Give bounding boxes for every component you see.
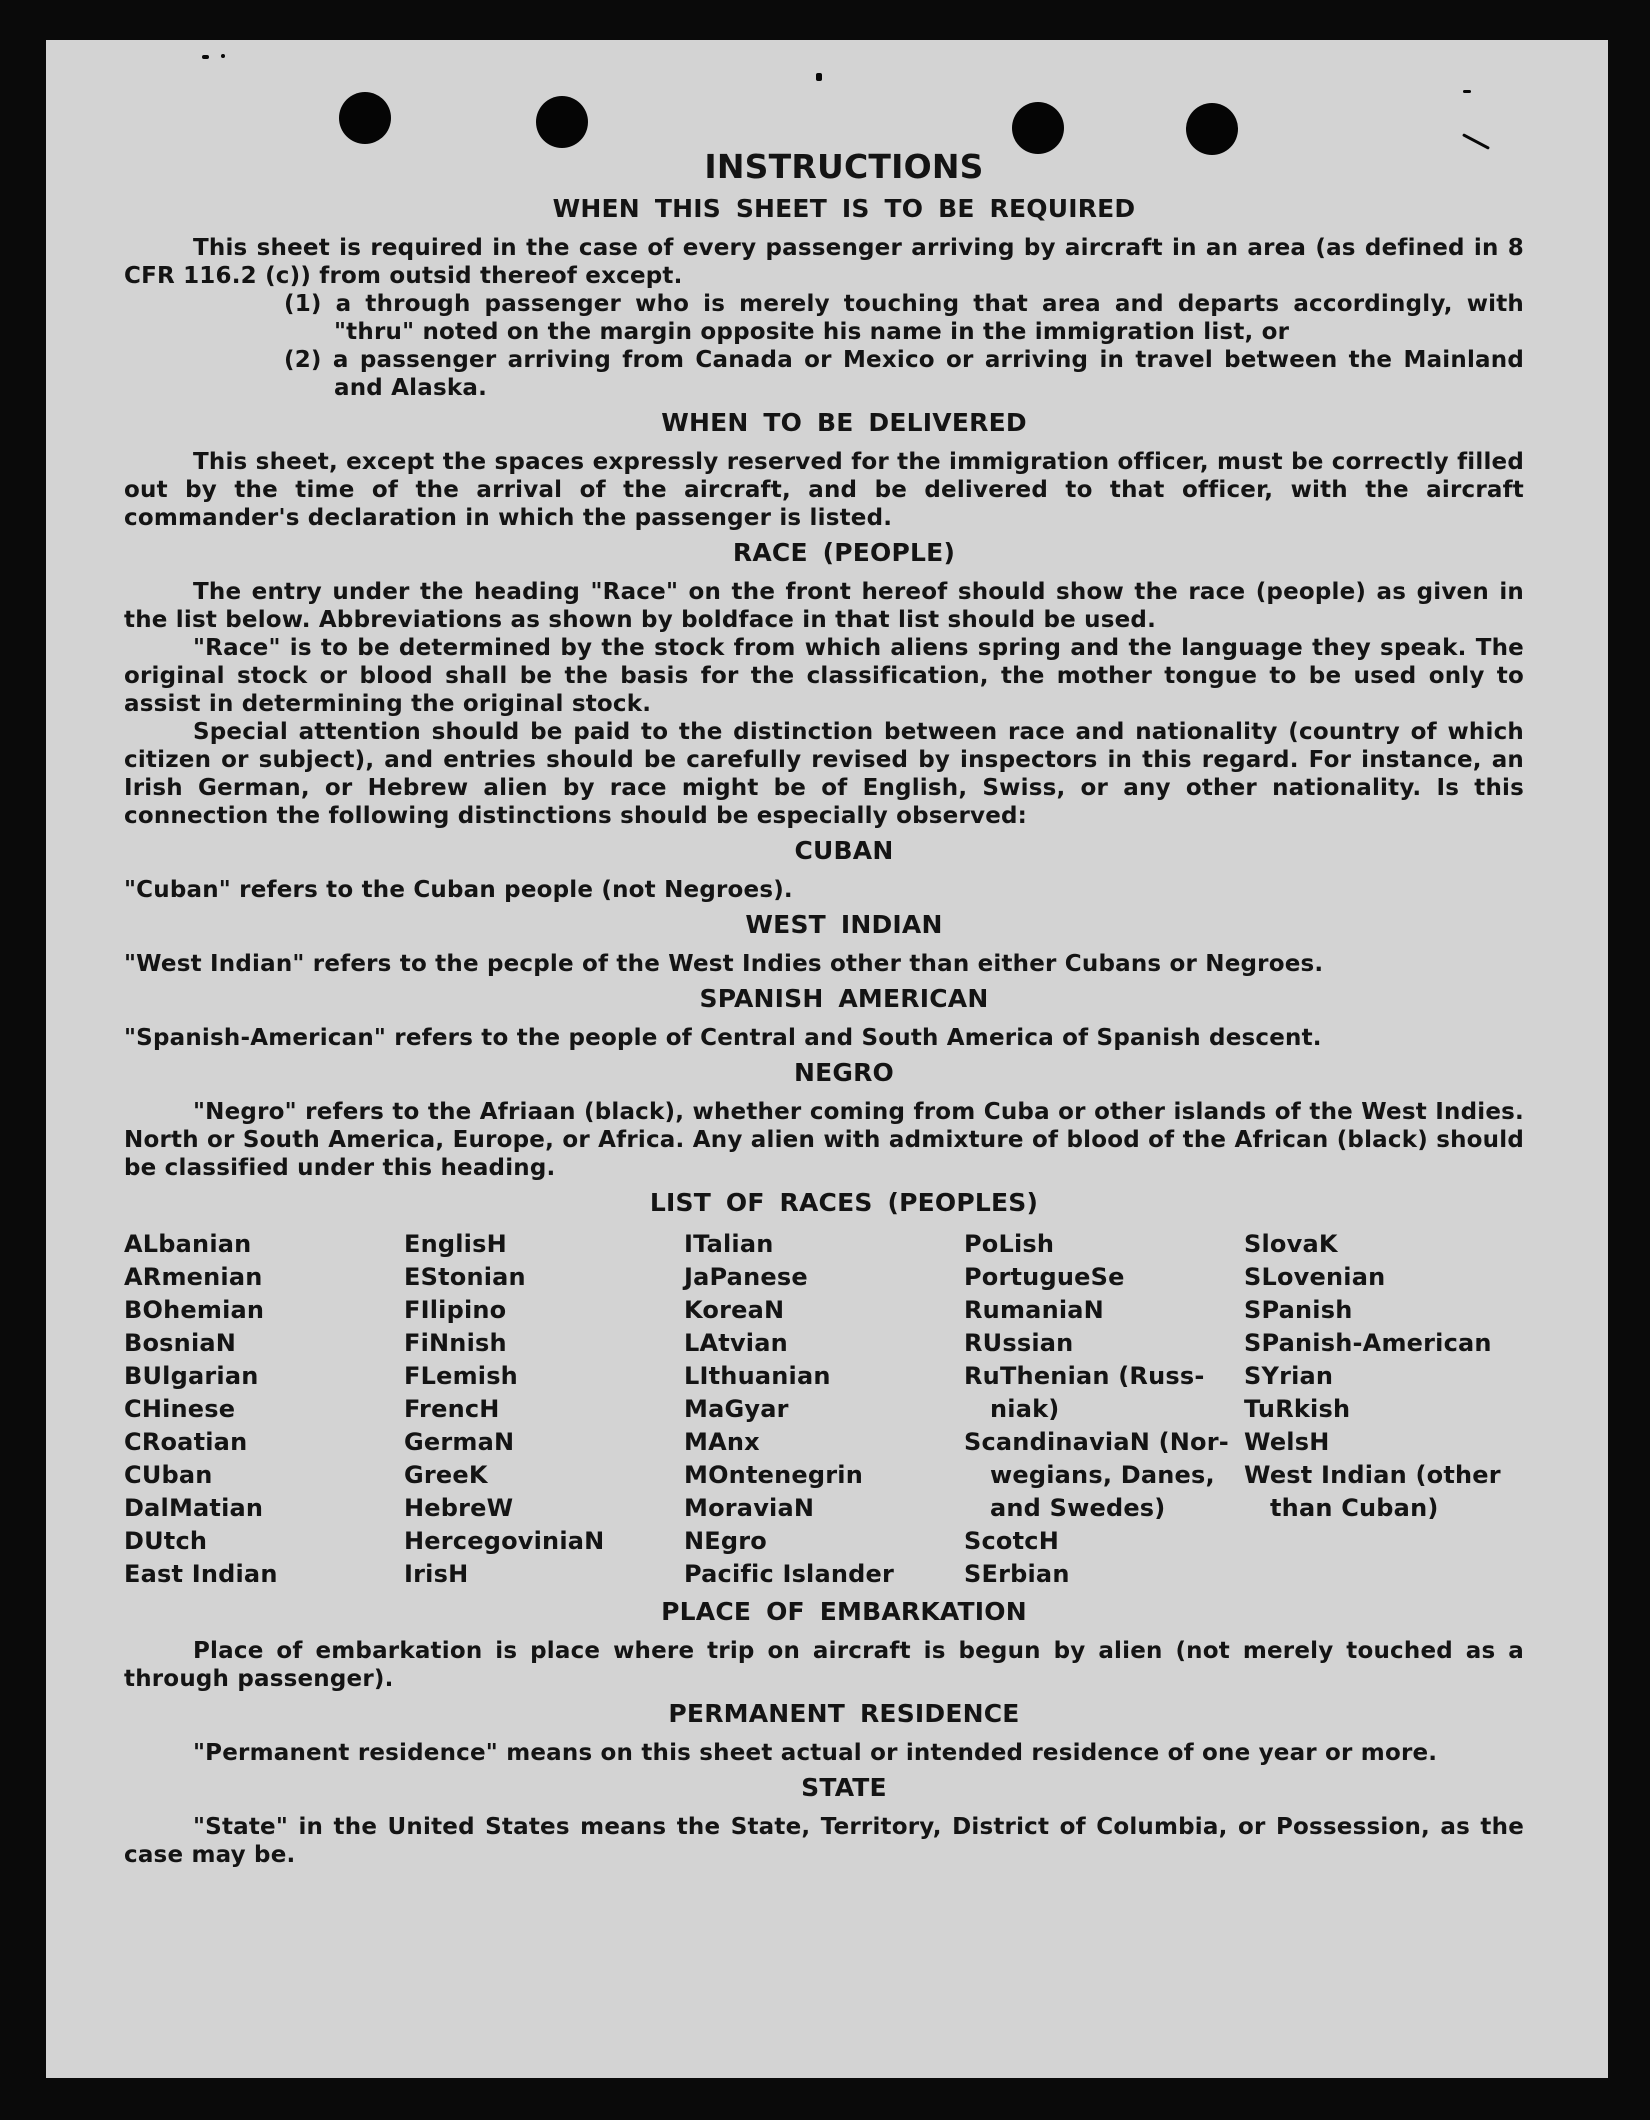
- heading-embarkation: PLACE OF EMBARKATION: [661, 1597, 1027, 1626]
- paragraph-embarkation: Place of embarkation is place where trip on aircraft is begun by alien (not merely touched as a through passenger).: [124, 1638, 1524, 1692]
- race-entry: EStonian: [404, 1263, 526, 1291]
- races-column: [404, 1228, 684, 1591]
- document-sheet: [46, 40, 1608, 2078]
- race-entry: DalMatian: [124, 1494, 264, 1522]
- race-entry: HebreW: [404, 1494, 514, 1522]
- paragraph-race-3: Special attention should be paid to the distinction between race and nationality (country of which citizen or subject), and entries should be carefully revised by inspectors in this regard. For instance, an Irish German, or Hebrew alien by race might be of English, Swiss, or any other nationality. Is this connection the following distinctions should be especially observed:: [124, 719, 1524, 829]
- paragraph-delivered: This sheet, except the spaces expressly reserved for the immigration officer, must be correctly filled out by the time of the arrival of the aircraft, and be delivered to that officer, with the aircraft commander's declaration in which the passenger is listed.: [124, 449, 1524, 531]
- exception-item-1: (1) a through passenger who is merely touching that area and departs accordingly, with "thru" noted on the margin opposite his name in the immigration list, or: [284, 291, 1524, 345]
- race-entry: IrisH: [404, 1560, 469, 1588]
- races-column: [1244, 1228, 1524, 1591]
- scan-mark: [221, 54, 225, 58]
- heading-cuban: CUBAN: [794, 836, 894, 865]
- race-entry: ScotcH: [964, 1527, 1059, 1555]
- paragraph-race-2: "Race" is to be determined by the stock from which aliens spring and the language they speak. The original stock or blood shall be the basis for the classification, the mother tongue to be used only to assist in determining the original stock.: [124, 635, 1524, 717]
- race-entry: SPanish-American: [1244, 1329, 1492, 1357]
- race-entry: MoraviaN: [684, 1494, 815, 1522]
- paragraph-cuban: "Cuban" refers to the Cuban people (not Negroes).: [124, 877, 793, 903]
- race-entry: PortugueSe: [964, 1263, 1125, 1291]
- race-entry: FiNnish: [404, 1329, 507, 1357]
- race-entry: West Indian (other: [1244, 1461, 1501, 1489]
- paragraph-state: "State" in the United States means the State, Territory, District of Columbia, or Possession, as the case may be.: [124, 1814, 1524, 1868]
- punch-hole: [339, 92, 391, 144]
- heading-state: STATE: [801, 1773, 887, 1802]
- race-entry: MOntenegrin: [684, 1461, 864, 1489]
- race-entry: RUssian: [964, 1329, 1074, 1357]
- heading-race: RACE (PEOPLE): [732, 538, 956, 567]
- race-entry: ARmenian: [124, 1263, 263, 1291]
- paragraph-required: This sheet is required in the case of every passenger arriving by aircraft in an area (as defined in 8 CFR 116.2 (c)) from outsid thereof except.: [124, 235, 1524, 289]
- paragraph-spanish-american: "Spanish-American" refers to the people of Central and South America of Spanish descent.: [124, 1025, 1322, 1051]
- race-entry: than Cuban): [1270, 1494, 1439, 1522]
- race-entry: SlovaK: [1244, 1230, 1338, 1258]
- heading-when-delivered: WHEN TO BE DELIVERED: [661, 408, 1027, 437]
- race-entry: ALbanian: [124, 1230, 252, 1258]
- race-entry: GreeK: [404, 1461, 488, 1489]
- race-entry: BosniaN: [124, 1329, 237, 1357]
- race-entry: Pacific Islander: [684, 1560, 895, 1588]
- heading-list-of-races: LIST OF RACES (PEOPLES): [649, 1188, 1039, 1217]
- race-entry: SLovenian: [1244, 1263, 1386, 1291]
- heading-west-indian: WEST INDIAN: [745, 910, 943, 939]
- exception-item-2: (2) a passenger arriving from Canada or Mexico or arriving in travel between the Mainland and Alaska.: [284, 347, 1524, 401]
- race-entry: CRoatian: [124, 1428, 248, 1456]
- race-entry: BOhemian: [124, 1296, 265, 1324]
- page-title: INSTRUCTIONS: [704, 147, 984, 186]
- race-entry: LAtvian: [684, 1329, 788, 1357]
- race-entry: FrencH: [404, 1395, 500, 1423]
- races-column: [964, 1228, 1244, 1591]
- paragraph-negro: "Negro" refers to the Afriaan (black), whether coming from Cuba or other islands of the West Indies. North or South America, Europe, or Africa. Any alien with admixture of blood of the African (black) should be classified under this heading.: [124, 1099, 1524, 1181]
- race-entry: ScandinaviaN (Nor-: [964, 1428, 1229, 1456]
- paragraph-permanent-residence: "Permanent residence" means on this sheet actual or intended residence of one year or more.: [193, 1740, 1438, 1766]
- race-entry: LIthuanian: [684, 1362, 831, 1390]
- race-entry: SErbian: [964, 1560, 1070, 1588]
- race-entry: MaGyar: [684, 1395, 789, 1423]
- paragraph-west-indian: "West Indian" refers to the pecple of the West Indies other than either Cubans or Negroes.: [124, 951, 1324, 977]
- races-column: [684, 1228, 964, 1591]
- race-entry: EnglisH: [404, 1230, 507, 1258]
- race-entry: FIlipino: [404, 1296, 507, 1324]
- heading-spanish-american: SPANISH AMERICAN: [699, 984, 989, 1013]
- race-entry: wegians, Danes,: [990, 1461, 1215, 1489]
- races-column: [124, 1228, 404, 1591]
- race-entry: TuRkish: [1244, 1395, 1351, 1423]
- race-entry: FLemish: [404, 1362, 518, 1390]
- races-list: [124, 1228, 1524, 1591]
- heading-permanent-residence: PERMANENT RESIDENCE: [668, 1699, 1020, 1728]
- race-entry: WelsH: [1244, 1428, 1330, 1456]
- race-entry: and Swedes): [990, 1494, 1166, 1522]
- race-entry: JaPanese: [684, 1263, 808, 1291]
- race-entry: HercegoviniaN: [404, 1527, 605, 1555]
- race-entry: PoLish: [964, 1230, 1055, 1258]
- instructions-content: [124, 148, 1524, 1869]
- race-entry: RumaniaN: [964, 1296, 1104, 1324]
- race-entry: ITalian: [684, 1230, 774, 1258]
- race-entry: GermaN: [404, 1428, 515, 1456]
- race-entry: SPanish: [1244, 1296, 1353, 1324]
- scan-mark: [202, 55, 209, 59]
- scan-mark: [1463, 90, 1471, 93]
- race-entry: BUlgarian: [124, 1362, 259, 1390]
- race-entry: niak): [990, 1395, 1060, 1423]
- race-entry: CHinese: [124, 1395, 236, 1423]
- race-entry: CUban: [124, 1461, 213, 1489]
- punch-hole: [1012, 102, 1064, 154]
- scan-mark: [816, 73, 822, 81]
- race-entry: NEgro: [684, 1527, 767, 1555]
- race-entry: RuThenian (Russ-: [964, 1362, 1205, 1390]
- paragraph-race-1: The entry under the heading "Race" on the front hereof should show the race (people) as given in the list below. Abbreviations as shown by boldface in that list should be used.: [124, 579, 1524, 633]
- heading-when-required: WHEN THIS SHEET IS TO BE REQUIRED: [552, 194, 1136, 223]
- race-entry: MAnx: [684, 1428, 760, 1456]
- race-entry: SYrian: [1244, 1362, 1334, 1390]
- race-entry: East Indian: [124, 1560, 278, 1588]
- heading-negro: NEGRO: [793, 1058, 895, 1087]
- race-entry: DUtch: [124, 1527, 208, 1555]
- punch-hole: [536, 96, 588, 148]
- race-entry: KoreaN: [684, 1296, 785, 1324]
